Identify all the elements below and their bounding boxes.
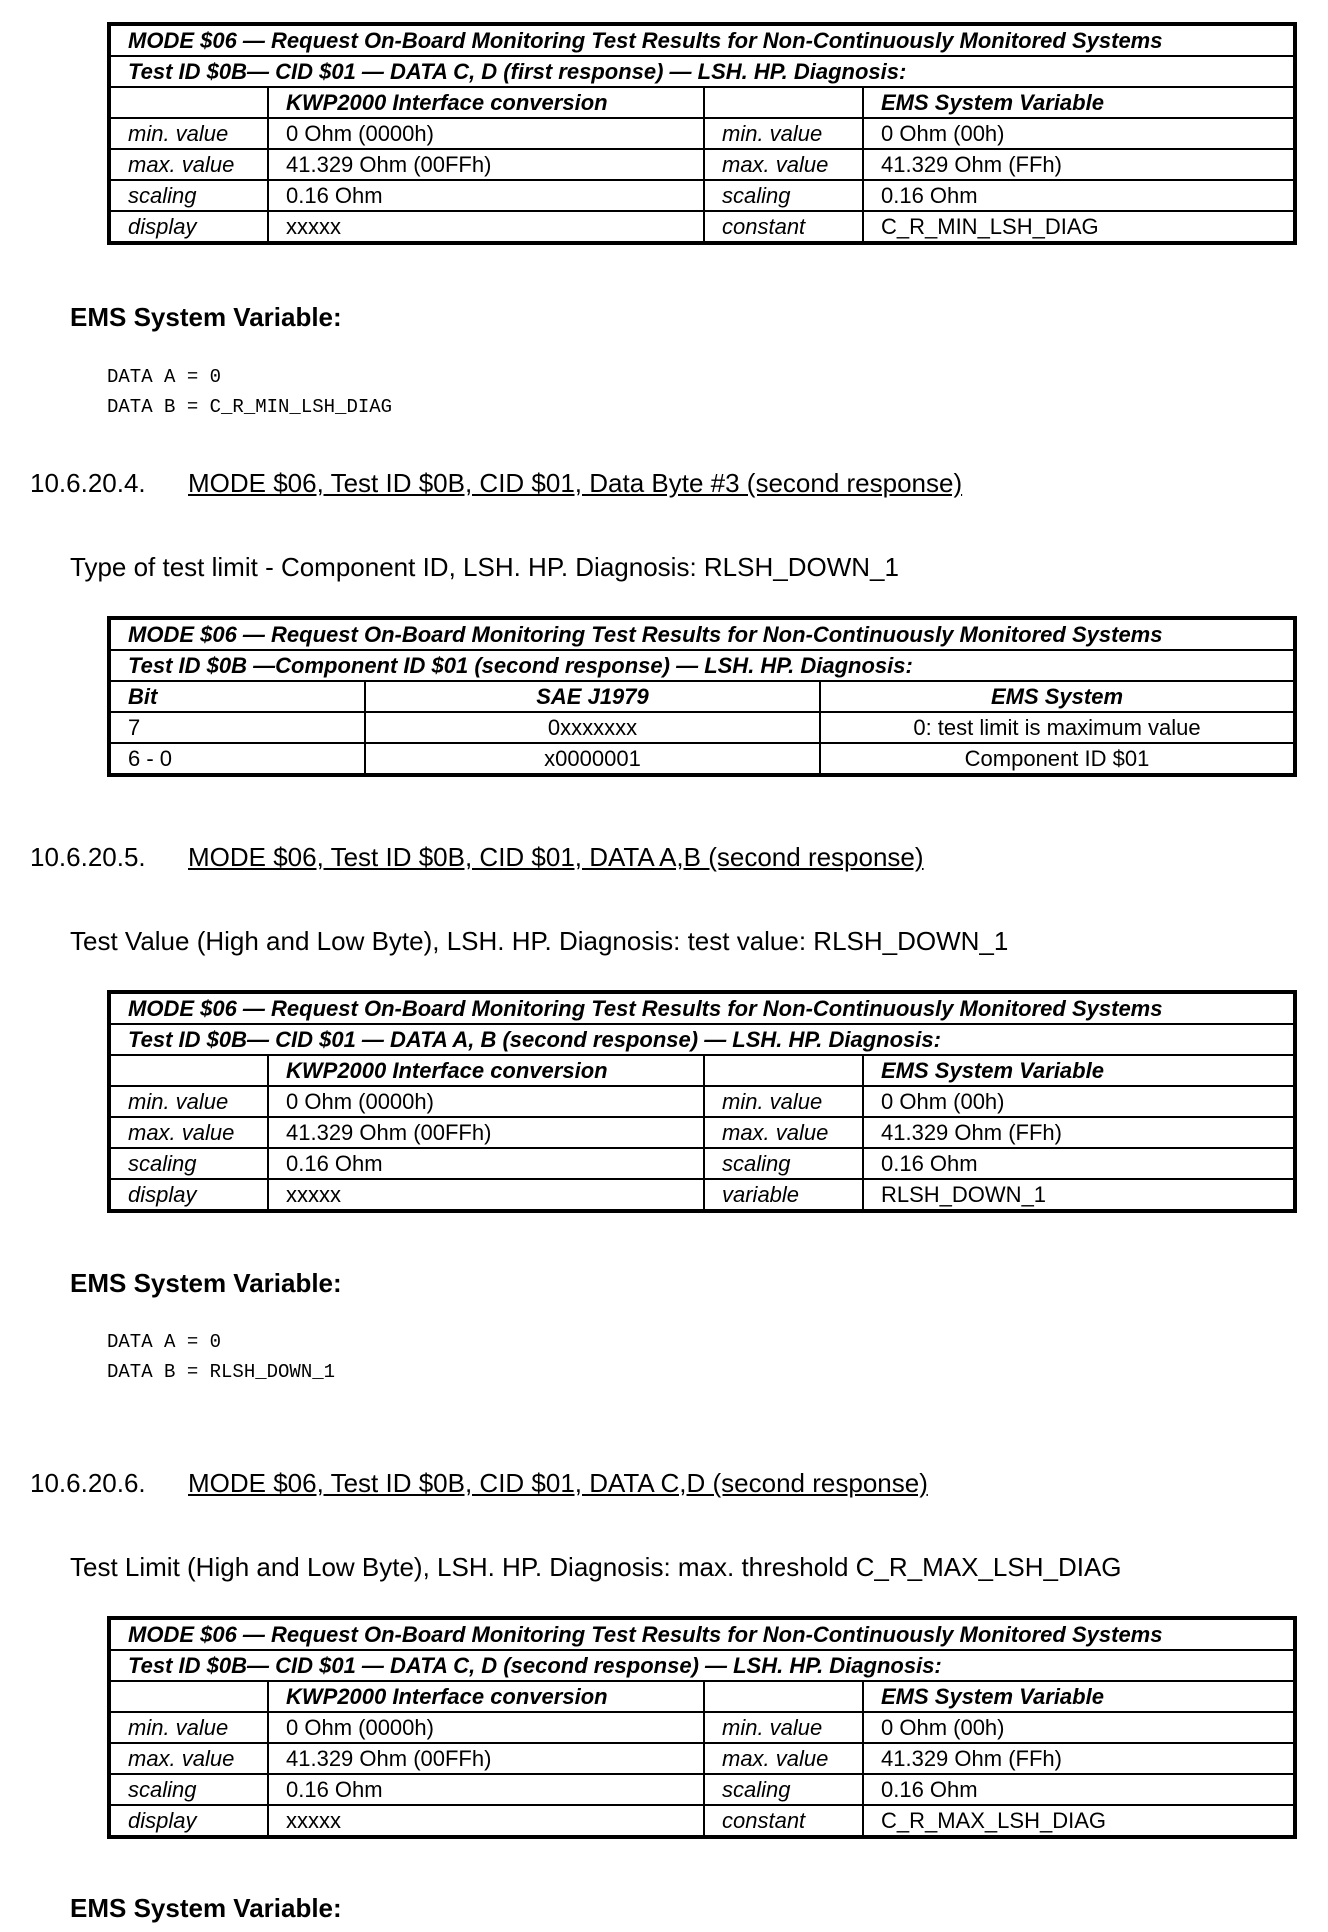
row-label: min. value <box>109 118 268 149</box>
table-row <box>109 149 1295 180</box>
row-value: 41.329 Ohm (FFh) <box>863 1117 1295 1148</box>
ems-column-header: EMS System Variable <box>863 87 1295 118</box>
code-line: DATA B = RLSH_DOWN_1 <box>107 1361 336 1383</box>
section-number: 10.6.20.6. <box>30 1468 146 1498</box>
row-value: 41.329 Ohm (FFh) <box>863 149 1295 180</box>
section-description: Type of test limit - Component ID, LSH. HP. Diagnosis: RLSH_DOWN_1 <box>70 552 899 582</box>
table-title: MODE $06 — Request On-Board Monitoring Test Results for Non-Continuously Monitored Systems <box>109 992 1295 1024</box>
table-subtitle: Test ID $0B— CID $01 — DATA C, D (first response) — LSH. HP. Diagnosis: <box>109 56 1295 87</box>
row-label: max. value <box>109 1117 268 1148</box>
row-label: scaling <box>704 1774 863 1805</box>
ems-column-header: EMS System Variable <box>863 1681 1295 1712</box>
section-title: MODE $06, Test ID $0B, CID $01, DATA A,B (second response) <box>188 842 924 872</box>
mode06-table-component-id <box>107 616 1297 777</box>
ems-variable-heading: EMS System Variable: <box>70 1893 342 1923</box>
ems-cell: Component ID $01 <box>820 743 1295 775</box>
table-row <box>109 1774 1295 1805</box>
row-value: 0.16 Ohm <box>863 1774 1295 1805</box>
table-row <box>109 211 1295 243</box>
row-value: 0 Ohm (00h) <box>863 118 1295 149</box>
row-value: xxxxx <box>268 1179 704 1211</box>
row-value: RLSH_DOWN_1 <box>863 1179 1295 1211</box>
row-label: scaling <box>704 1148 863 1179</box>
table-row <box>109 743 1295 775</box>
section-number: 10.6.20.5. <box>30 842 146 872</box>
sae-cell: 0xxxxxxx <box>365 712 820 743</box>
table-title: MODE $06 — Request On-Board Monitoring Test Results for Non-Continuously Monitored Systems <box>109 24 1295 56</box>
ems-cell: 0: test limit is maximum value <box>820 712 1295 743</box>
row-label: max. value <box>109 149 268 180</box>
row-label: min. value <box>704 1712 863 1743</box>
row-value: 0.16 Ohm <box>863 180 1295 211</box>
ems-column-header: EMS System Variable <box>863 1055 1295 1086</box>
table-row <box>109 1743 1295 1774</box>
section-title: MODE $06, Test ID $0B, CID $01, DATA C,D (second response) <box>188 1468 928 1498</box>
row-value: 41.329 Ohm (00FFh) <box>268 1117 704 1148</box>
row-label: constant <box>704 211 863 243</box>
row-value: 0 Ohm (0000h) <box>268 118 704 149</box>
row-label: max. value <box>704 1117 863 1148</box>
row-label: max. value <box>704 149 863 180</box>
table-row <box>109 1117 1295 1148</box>
kwp-column-header: KWP2000 Interface conversion <box>268 1055 704 1086</box>
ems-column-header: EMS System <box>820 681 1295 712</box>
row-label: display <box>109 1179 268 1211</box>
row-value: C_R_MAX_LSH_DIAG <box>863 1805 1295 1837</box>
row-label: variable <box>704 1179 863 1211</box>
table-title: MODE $06 — Request On-Board Monitoring Test Results for Non-Continuously Monitored Systems <box>109 1618 1295 1650</box>
bit-column-header: Bit <box>109 681 365 712</box>
row-value: xxxxx <box>268 211 704 243</box>
table-row <box>109 1712 1295 1743</box>
header-blank-cell <box>704 87 863 118</box>
row-label: min. value <box>109 1712 268 1743</box>
bit-cell: 6 - 0 <box>109 743 365 775</box>
table-row <box>109 180 1295 211</box>
row-label: min. value <box>109 1086 268 1117</box>
section-description: Test Limit (High and Low Byte), LSH. HP. Diagnosis: max. threshold C_R_MAX_LSH_DIAG <box>70 1552 1122 1582</box>
row-value: xxxxx <box>268 1805 704 1837</box>
bit-cell: 7 <box>109 712 365 743</box>
section-heading-10-6-20-6 <box>30 1468 928 1498</box>
kwp-column-header: KWP2000 Interface conversion <box>268 87 704 118</box>
row-label: scaling <box>109 1774 268 1805</box>
table-title: MODE $06 — Request On-Board Monitoring Test Results for Non-Continuously Monitored Systems <box>109 618 1295 650</box>
sae-column-header: SAE J1979 <box>365 681 820 712</box>
row-value: 0 Ohm (0000h) <box>268 1712 704 1743</box>
section-number: 10.6.20.4. <box>30 468 146 498</box>
mode06-table-first-response-cd <box>107 22 1297 245</box>
row-label: constant <box>704 1805 863 1837</box>
row-label: max. value <box>109 1743 268 1774</box>
ems-variable-heading: EMS System Variable: <box>70 1268 342 1298</box>
section-heading-10-6-20-5 <box>30 842 924 872</box>
table-subtitle: Test ID $0B— CID $01 — DATA A, B (second response) — LSH. HP. Diagnosis: <box>109 1024 1295 1055</box>
sae-cell: x0000001 <box>365 743 820 775</box>
code-line: DATA A = 0 <box>107 1331 222 1353</box>
row-label: max. value <box>704 1743 863 1774</box>
row-value: 0 Ohm (00h) <box>863 1712 1295 1743</box>
row-value: 0.16 Ohm <box>863 1148 1295 1179</box>
mode06-table-second-response-cd <box>107 1616 1297 1839</box>
row-value: 0 Ohm (00h) <box>863 1086 1295 1117</box>
row-label: scaling <box>109 180 268 211</box>
row-label: display <box>109 211 268 243</box>
table-subtitle: Test ID $0B— CID $01 — DATA C, D (second response) — LSH. HP. Diagnosis: <box>109 1650 1295 1681</box>
row-value: 0.16 Ohm <box>268 180 704 211</box>
table-row <box>109 118 1295 149</box>
row-value: 41.329 Ohm (00FFh) <box>268 149 704 180</box>
row-value: C_R_MIN_LSH_DIAG <box>863 211 1295 243</box>
row-label: min. value <box>704 118 863 149</box>
code-line: DATA B = C_R_MIN_LSH_DIAG <box>107 396 393 418</box>
code-line: DATA A = 0 <box>107 366 222 388</box>
header-blank-cell <box>109 1055 268 1086</box>
table-row <box>109 1086 1295 1117</box>
header-blank-cell <box>109 1681 268 1712</box>
row-label: scaling <box>704 180 863 211</box>
kwp-column-header: KWP2000 Interface conversion <box>268 1681 704 1712</box>
header-blank-cell <box>109 87 268 118</box>
section-heading-10-6-20-4 <box>30 468 962 498</box>
row-value: 41.329 Ohm (FFh) <box>863 1743 1295 1774</box>
row-value: 0.16 Ohm <box>268 1774 704 1805</box>
table-subtitle: Test ID $0B —Component ID $01 (second response) — LSH. HP. Diagnosis: <box>109 650 1295 681</box>
table-row <box>109 1805 1295 1837</box>
row-label: display <box>109 1805 268 1837</box>
section-description: Test Value (High and Low Byte), LSH. HP. Diagnosis: test value: RLSH_DOWN_1 <box>70 926 1009 956</box>
table-row <box>109 1179 1295 1211</box>
table-row <box>109 1148 1295 1179</box>
section-title: MODE $06, Test ID $0B, CID $01, Data Byte #3 (second response) <box>188 468 963 498</box>
mode06-table-second-response-ab <box>107 990 1297 1213</box>
row-label: min. value <box>704 1086 863 1117</box>
row-value: 0.16 Ohm <box>268 1148 704 1179</box>
ems-variable-heading: EMS System Variable: <box>70 302 342 332</box>
table-row <box>109 712 1295 743</box>
row-value: 0 Ohm (0000h) <box>268 1086 704 1117</box>
header-blank-cell <box>704 1681 863 1712</box>
row-label: scaling <box>109 1148 268 1179</box>
row-value: 41.329 Ohm (00FFh) <box>268 1743 704 1774</box>
header-blank-cell <box>704 1055 863 1086</box>
